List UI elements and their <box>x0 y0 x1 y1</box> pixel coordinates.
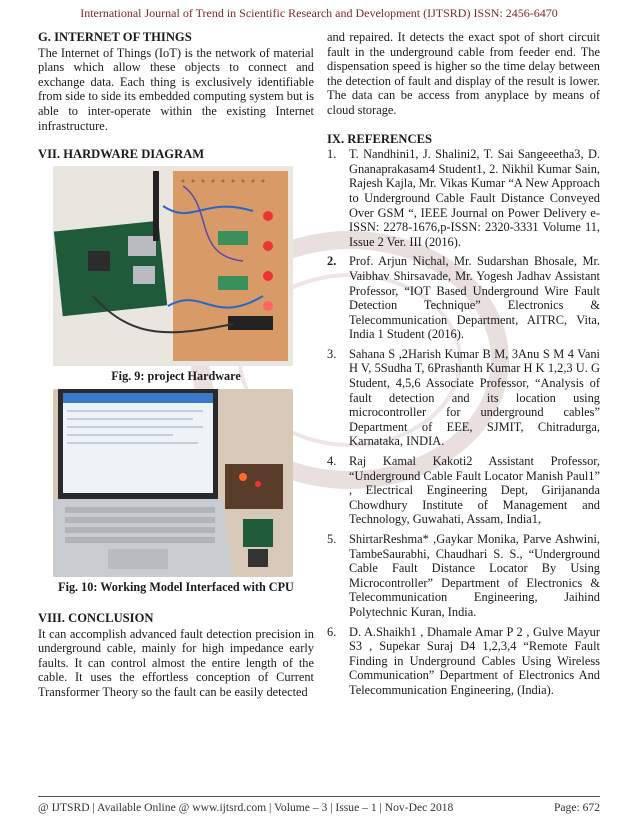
reference-text: Prof. Arjun Nichal, Mr. Sudarshan Bhosale, Mr. Vaibhav Shirsavade, Mr. Yogesh Jadhav Assistant Professor, “IOT Based Underground Wire Fault Detection Technique” Electronics & Telecommunication Department, AITRC, Vita, India 1 Student (2016). <box>349 254 600 342</box>
footer-citation: @ IJTSRD | Available Online @ www.ijtsrd.com | Volume – 3 | Issue – 1 | Nov-Dec 2018 <box>38 801 454 814</box>
reference-item <box>327 347 600 449</box>
working-model-photo <box>53 389 293 577</box>
reference-number: 5. <box>327 532 337 546</box>
conclusion-continued-paragraph: and repaired. It detects the exact spot of short circuit fault in the underground cable from feeder end. The dispensation speed is higher so the time delay between the detection of fault and display of the result is lower. The data can be access from anyplace by means of cloud storage. <box>327 30 600 117</box>
fig9-caption: Fig. 9: project Hardware <box>111 368 241 383</box>
reference-text: ShirtarReshma* ,Gaykar Monika, Parve Ashwini, TambeSaurabhi, Chaudhari S. S., “Underground Cable Fault Distance Locator By Using Microcontroller” Department of Electronics & Telecommunication Engineering, Jaihind Polytechnic Kuran, India. <box>349 532 600 619</box>
reference-text: D. A.Shaikh1 , Dhamale Amar P 2 , Gulve Mayur S3 , Supekar Suraj D4 1,2,3,4 “Remote Fault Finding in Underground Cables Using Wireless Communication” Department of Electronics And Telecommunication Engineering, (India). <box>349 624 600 697</box>
fig10-caption: Fig. 10: Working Model Interfaced with CPU <box>58 580 294 595</box>
reference-text: T. Nandhini1, J. Shalini2, T. Sai Sangeeetha3, D. Gnanaprakasam4 Student1, 2. Nikhil Kumar Sain, Rajesh Kajla, Mr. Vikas Kumar “A New Approach to Underground Cable Fault Distance Conveyed Over GSM “, IEEE Journal on Power Delivery e-ISSN: 2278-1676,p-ISSN: 2320-3331 Volume 11, Issue 2 Ver. III (2016). <box>349 147 600 249</box>
reference-item <box>327 254 600 342</box>
reference-list <box>327 147 600 697</box>
right-column <box>327 30 600 703</box>
reference-number: 2. <box>327 254 337 269</box>
reference-item <box>327 532 600 620</box>
section-heading-references: IX. REFERENCES <box>327 131 432 146</box>
conclusion-paragraph: It can accomplish advanced fault detection precision in underground cable, mainly for high impedance early faults. It can control almost the entire length of the cable. It uses the effortless conception of Current Transformer Theory so the fault can be easily detected <box>38 626 314 699</box>
reference-text: Sahana S ,2Harish Kumar B M, 3Anu S M 4 Vani H V, 5Sudha T, 6Prashanth Kumar H K 1,2,3 U. G Student, 4,5,6 Associate Professor, “Analysis of fault detection and its location using microcontroller for underground cables” Department of EEE, SJMIT, Chitradurga, Karnataka, INDIA. <box>349 346 600 449</box>
reference-item <box>327 454 600 527</box>
hardware-photo <box>53 166 293 366</box>
page-footer <box>38 796 600 814</box>
iot-paragraph: The Internet of Things (IoT) is the network of material plans which allow these objects to connect and exchange data. Each thing is exclusively identifiable from side to side its embedded computing system but is able to inter-operate within the existing Internet infrastructure. <box>38 45 314 133</box>
reference-item <box>327 625 600 698</box>
section-heading-iot: G. INTERNET OF THINGS <box>38 30 192 44</box>
page-number: Page: 672 <box>553 801 600 814</box>
reference-number: 1. <box>327 147 337 162</box>
reference-item <box>327 147 600 249</box>
reference-number: 4. <box>327 454 337 469</box>
reference-text: Raj Kamal Kakoti2 Assistant Professor, “Underground Cable Fault Locator Manish Paul1” , Electrical Engineering Dept, Girijananda Chowdhury Institute of Management and Technology, Guwahati, Assam, India1, <box>349 454 600 527</box>
section-heading-hardware: VII. HARDWARE DIAGRAM <box>38 147 205 162</box>
reference-number: 3. <box>327 346 337 361</box>
left-column <box>38 30 314 700</box>
journal-header: International Journal of Trend in Scientific Research and Development (IJTSRD) ISSN: 2456-6470 <box>80 6 558 20</box>
section-heading-conclusion: VIII. CONCLUSION <box>38 610 154 625</box>
reference-number: 6. <box>327 624 337 639</box>
